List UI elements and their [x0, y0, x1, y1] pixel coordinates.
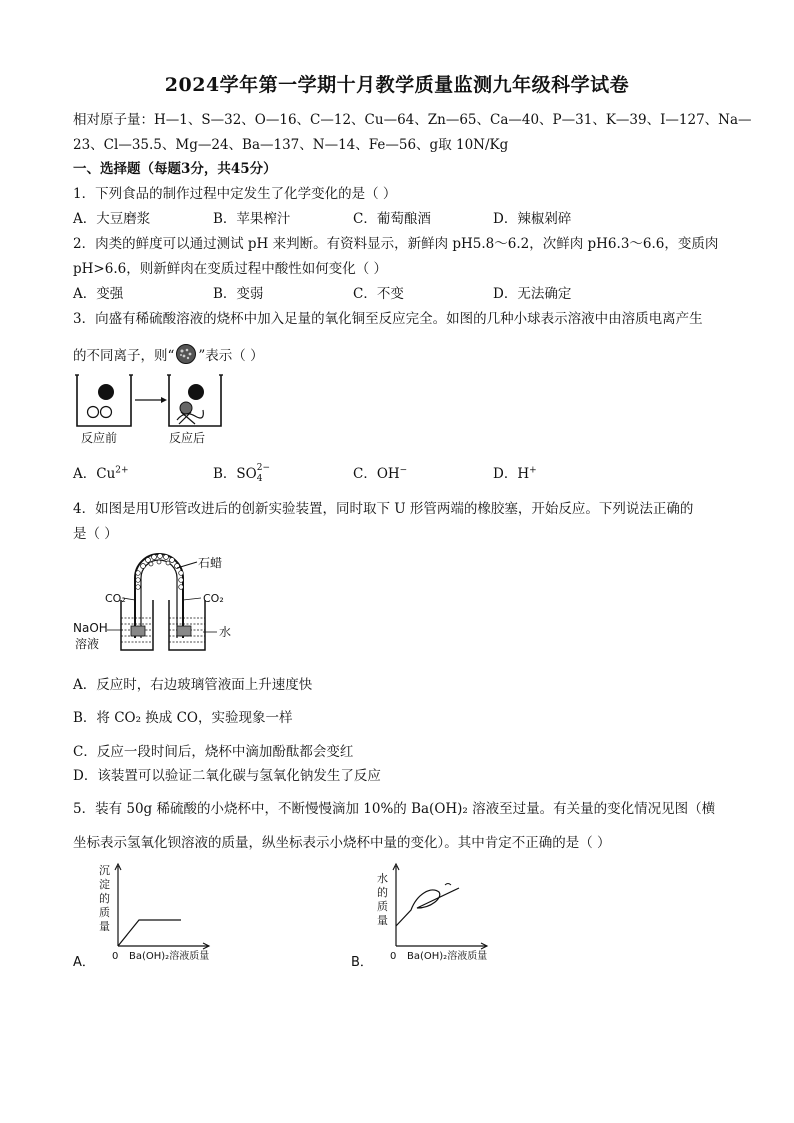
q3-option-a-text: A．Cu — [73, 466, 116, 482]
q3-option-c[interactable] — [353, 462, 493, 482]
q1-option-b[interactable]: B．苹果榨汁 — [213, 211, 291, 227]
q5-graph-b — [351, 858, 511, 970]
q1-option-c[interactable]: C．葡萄酿酒 — [353, 211, 431, 227]
graph-a-option-label: A． — [73, 955, 95, 970]
section-1-heading: 一、选择题（每题3分，共45分） — [73, 161, 277, 177]
graph-a-ylabel-1: 沉 — [99, 864, 110, 877]
q2-option-b[interactable]: B．变弱 — [213, 286, 264, 302]
q3-stem-part-a: 的不同离子，则“ — [73, 348, 175, 364]
q4-option-d[interactable]: D．该装置可以验证二氧化碳与氢氧化钠发生了反应 — [73, 768, 381, 784]
beaker-after-icon — [167, 375, 223, 426]
q3-option-b[interactable] — [213, 462, 353, 484]
graph-b-option-label: B． — [351, 955, 373, 970]
graph-b-curve — [396, 888, 459, 926]
label-paraffin: 石蜡 — [198, 556, 223, 570]
q2-option-a[interactable]: A．变强 — [73, 286, 124, 302]
q3-stem-line-1: 3．向盛有稀硫酸溶液的烧杯中加入足量的氧化铜至反应完全。如图的几种小球表示溶液中由溶质电离产生 — [73, 311, 703, 327]
q3-option-a[interactable] — [73, 462, 213, 482]
q1-stem: 1．下列食品的制作过程中定发生了化学变化的是（ ） — [73, 186, 397, 202]
graph-b-ylabel-3: 质 — [377, 900, 388, 913]
q3-option-c-text: C．OH — [353, 466, 400, 482]
graph-a-ylabel-4: 质 — [99, 906, 110, 919]
q4-stem-line-1: 4．如图是用U形管改进后的创新实验装置，同时取下 U 形管两端的橡胶塞，开始反应。下列说法正确的 — [73, 501, 694, 517]
q3-stem-line-2 — [73, 343, 264, 365]
q1-option-d[interactable]: D．辣椒剁碎 — [493, 211, 572, 227]
q2-option-d[interactable]: D．无法确定 — [493, 286, 572, 302]
graph-a-ylabel-3: 的 — [99, 892, 110, 905]
right-beaker-icon — [169, 600, 205, 650]
q4-option-a[interactable]: A．反应时，右边玻璃管液面上升速度快 — [73, 677, 313, 693]
beaker-before-icon — [75, 375, 133, 426]
q3-option-c-charge: − — [399, 465, 408, 476]
graph-a-ylabel-2: 淀 — [99, 878, 110, 891]
atomic-mass-line-2: 23、Cl—35.5、Mg—24、Ba—137、N—14、Fe—56、g取 10N/Kg — [73, 137, 509, 153]
q3-option-b-charge: 2− — [256, 463, 271, 473]
q3-option-d-text: D．H — [493, 466, 530, 482]
graph-b-xlabel: Ba(OH)₂溶液质量 — [407, 951, 488, 962]
q3-option-a-charge: 2+ — [115, 465, 129, 476]
graph-b-ylabel-1: 水 — [377, 872, 388, 885]
graph-b-origin: 0 — [390, 951, 397, 962]
q4-stem-line-2: 是（ ） — [73, 526, 118, 542]
q4-option-c[interactable]: C．反应一段时间后，烧杯中滴加酚酞都会变红 — [73, 744, 354, 760]
label-solution: 溶液 — [75, 637, 100, 651]
q4-u-tube-figure — [73, 548, 243, 656]
left-beaker-icon — [121, 600, 153, 650]
label-before: 反应前 — [81, 431, 118, 445]
q2-options — [73, 282, 713, 302]
label-co2-right: CO₂ — [203, 592, 224, 605]
q3-option-b-text: B．SO — [213, 466, 257, 482]
q3-stem-part-b: ”表示（ ） — [198, 348, 264, 364]
q4-option-b[interactable]: B．将 CO₂ 换成 CO，实验现象一样 — [73, 710, 293, 726]
q3-beaker-figure — [73, 370, 243, 450]
q3-options — [73, 462, 713, 484]
u-tube-icon — [135, 554, 183, 639]
atomic-mass-line-1: 相对原子量：H—1、S—32、O—16、C—12、Cu—64、Zn—65、Ca—40、P—31、K—39、I—127、Na— — [73, 112, 752, 128]
label-co2-left: CO₂ — [105, 592, 126, 605]
label-naoh: NaOH — [73, 621, 108, 635]
label-water: 水 — [219, 625, 232, 639]
graph-a-curve — [118, 920, 181, 946]
q2-stem-line-2: pH>6.6，则新鲜肉在变质过程中酸性如何变化（ ） — [73, 261, 387, 277]
q1-options — [73, 207, 713, 227]
q3-option-d[interactable] — [493, 462, 633, 482]
q2-option-c[interactable]: C．不变 — [353, 286, 404, 302]
q5-graph-a — [73, 858, 233, 970]
graph-a-ylabel-5: 量 — [99, 920, 110, 933]
label-after: 反应后 — [169, 431, 206, 445]
ion-ball-icon — [175, 343, 197, 365]
arrow-icon — [135, 397, 167, 403]
graph-a-origin: 0 — [112, 951, 119, 962]
graph-a-xlabel: Ba(OH)₂溶液质量 — [129, 951, 210, 962]
q5-stem-line-1: 5．装有 50g 稀硫酸的小烧杯中，不断慢慢滴加 10%的 Ba(OH)₂ 溶液至过量。有关量的变化情况见图（横 — [73, 801, 716, 817]
q1-option-a[interactable]: A．大豆磨浆 — [73, 211, 151, 227]
graph-b-ylabel-2: 的 — [377, 886, 388, 899]
exam-title: 2024学年第一学期十月教学质量监测九年级科学试卷 — [164, 74, 630, 96]
q2-stem-line-1: 2．肉类的鲜度可以通过测试 pH 来判断。有资料显示，新鲜肉 pH5.8～6.2，次鲜肉 pH6.3～6.6，变质肉 — [73, 236, 719, 252]
graph-b-ylabel-4: 量 — [377, 914, 388, 927]
q3-option-d-charge: + — [529, 465, 537, 476]
q5-stem-line-2: 坐标表示氢氧化钡溶液的质量，纵坐标表示小烧杯中量的变化）。其中肯定不正确的是（ ） — [73, 835, 611, 851]
q3-option-b-subscript: 4 — [256, 474, 263, 484]
